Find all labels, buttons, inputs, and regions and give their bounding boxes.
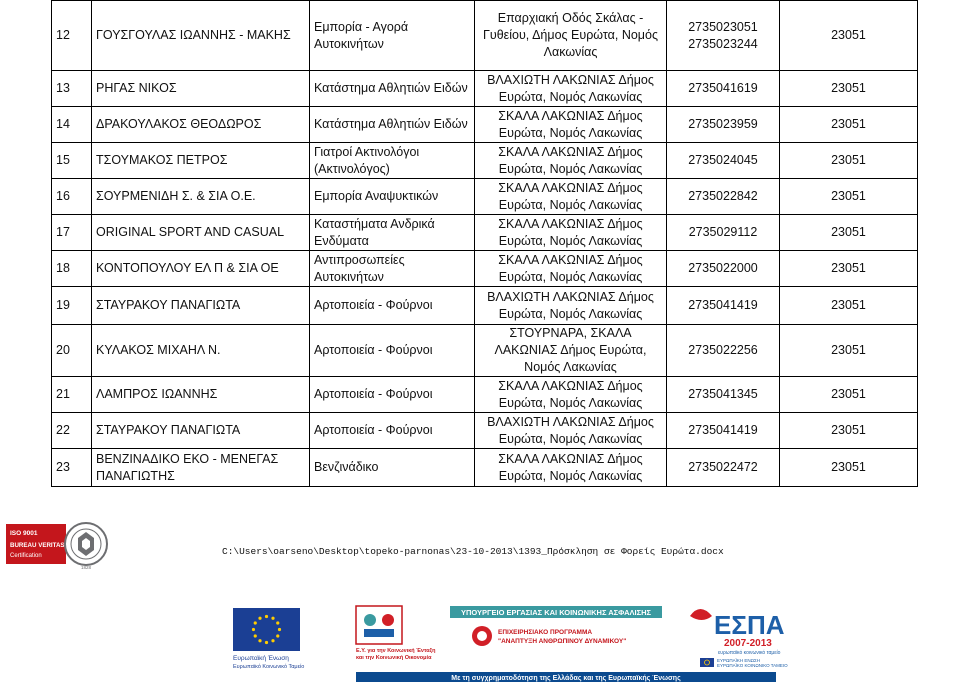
- cert-certification-label: Certification: [10, 553, 42, 559]
- row-business-name-text: ΚΟΝΤΟΠΟΥΛΟΥ ΕΛ Π & ΣΙΑ ΟΕ: [96, 261, 279, 275]
- row-activity-text: Αρτοποιεία - Φούρνοι: [314, 387, 433, 401]
- row-postal-code-text: 23051: [831, 343, 866, 357]
- social-inclusion-logo-icon: [356, 606, 402, 644]
- row-postal-code: [780, 143, 918, 179]
- row-activity-text: Εμπορία Αναψυκτικών: [314, 189, 439, 203]
- row-address-text: ΣΚΑΛΑ ΛΑΚΩΝΙΑΣ Δήμος Ευρώτα, Νομός Λακωνίας: [498, 180, 643, 212]
- row-postal-code: [780, 413, 918, 449]
- row-address-text: Επαρχιακή Οδός Σκάλας - Γυθείου, Δήμος Ευρώτα, Νομός Λακωνίας: [483, 11, 658, 59]
- row-address-text: ΣΚΑΛΑ ΛΑΚΩΝΙΑΣ Δήμος Ευρώτα, Νομός Λακωνίας: [498, 144, 643, 176]
- row-postal-code-text: 23051: [831, 189, 866, 203]
- row-postal-code-text: 23051: [831, 28, 866, 42]
- eu-star-icon: [265, 641, 268, 644]
- row-business-name: [92, 413, 310, 449]
- row-number-text: 18: [56, 261, 70, 275]
- row-number-text: 12: [56, 28, 70, 42]
- row-postal-code-text: 23051: [831, 153, 866, 167]
- table-row: [52, 71, 918, 107]
- eu-label: Ευρωπαϊκή Ένωση: [233, 655, 289, 662]
- eu-star-icon: [252, 628, 255, 631]
- row-activity-text: Αντιπροσωπείες Αυτοκινήτων: [314, 252, 405, 284]
- row-phone-text: 2735041419: [688, 423, 758, 437]
- row-number-text: 13: [56, 81, 70, 95]
- row-phone-text: 2735024045: [688, 153, 758, 167]
- row-postal-code-text: 23051: [831, 298, 866, 312]
- eu-star-icon: [276, 634, 279, 637]
- row-activity-text: Κατάστημα Αθλητιών Ειδών: [314, 81, 468, 95]
- espa-eu-flag-icon: [700, 658, 714, 667]
- seal-year: 1828: [80, 565, 92, 570]
- row-number: [52, 377, 92, 413]
- row-business-name: [92, 215, 310, 251]
- eu-star-icon: [278, 628, 281, 631]
- row-business-name-text: ΓΟΥΣΓΟΥΛΑΣ ΙΩΑΝΝΗΣ - ΜΑΚΗΣ: [96, 28, 291, 42]
- row-number: [52, 143, 92, 179]
- table-row: [52, 107, 918, 143]
- row-phone: [667, 251, 780, 287]
- row-address-text: ΣΚΑΛΑ ΛΑΚΩΝΙΑΣ Δήμος Ευρώτα, Νομός Λακωνίας: [498, 252, 643, 284]
- row-address-text: ΒΛΑΧΙΩΤΗ ΛΑΚΩΝΙΑΣ Δήμος Ευρώτα, Νομός Λακωνίας: [487, 289, 654, 321]
- row-business-name: [92, 325, 310, 377]
- row-business-name: [92, 107, 310, 143]
- row-phone: [667, 1, 780, 71]
- row-phone-text: 2735022256: [688, 343, 758, 357]
- row-activity: [310, 1, 475, 71]
- row-activity: [310, 215, 475, 251]
- row-activity-text: Εμπορία - Αγορά Αυτοκινήτων: [314, 19, 409, 51]
- row-postal-code: [780, 287, 918, 325]
- eu-flag-icon: [233, 608, 300, 651]
- row-phone: [667, 143, 780, 179]
- row-postal-code: [780, 377, 918, 413]
- row-business-name-text: ΣΤΑΥΡΑΚΟΥ ΠΑΝΑΓΙΩΤΑ: [96, 423, 241, 437]
- row-phone: [667, 377, 780, 413]
- row-postal-code: [780, 107, 918, 143]
- row-business-name: [92, 71, 310, 107]
- row-number: [52, 287, 92, 325]
- row-business-name: [92, 287, 310, 325]
- row-business-name: [92, 377, 310, 413]
- program-line2: "ΑΝΑΠΤΥΞΗ ΑΝΘΡΩΠΙΝΟΥ ΔΥΝΑΜΙΚΟΥ": [498, 638, 627, 645]
- table-row: [52, 449, 918, 487]
- row-phone: [667, 179, 780, 215]
- row-address-text: ΒΛΑΧΙΩΤΗ ΛΑΚΩΝΙΑΣ Δήμος Ευρώτα, Νομός Λακωνίας: [487, 72, 654, 104]
- row-phone: [667, 413, 780, 449]
- row-address-text: ΣΤΟΥΡΝΑΡΑ, ΣΚΑΛΑ ΛΑΚΩΝΙΑΣ Δήμος Ευρώτα, Νομός Λακωνίας: [494, 326, 647, 374]
- row-phone-text: 2735022842: [688, 189, 758, 203]
- row-postal-code-text: 23051: [831, 117, 866, 131]
- ministry-label: ΥΠΟΥΡΓΕΙΟ ΕΡΓΑΣΙΑΣ ΚΑΙ ΚΟΙΝΩΝΙΚΗΣ ΑΣΦΑΛΙΣΗΣ: [460, 608, 652, 617]
- row-number-text: 19: [56, 298, 70, 312]
- row-address: [475, 377, 667, 413]
- row-activity: [310, 251, 475, 287]
- row-postal-code: [780, 179, 918, 215]
- table-row: [52, 179, 918, 215]
- row-number-text: 21: [56, 387, 70, 401]
- eu-star-icon: [258, 639, 261, 642]
- cert-bureau-label: BUREAU VERITAS: [10, 542, 65, 549]
- row-address: [475, 143, 667, 179]
- row-postal-code: [780, 215, 918, 251]
- row-phone: [667, 215, 780, 251]
- row-business-name-text: ORIGINAL SPORT AND CASUAL: [96, 225, 285, 239]
- table-row: [52, 143, 918, 179]
- row-business-name-text: ΣΟΥΡΜΕΝΙΔΗ Σ. & ΣΙΑ Ο.Ε.: [96, 189, 256, 203]
- row-business-name: [92, 449, 310, 487]
- footer-file-path: C:\Users\oarseno\Desktop\topeko-parnonas\23-10-2013\1393_Πρόσκληση σε Φορείς Ευρώτα.docx: [222, 546, 724, 557]
- row-postal-code-text: 23051: [831, 225, 866, 239]
- row-postal-code-text: 23051: [831, 387, 866, 401]
- row-number-text: 17: [56, 225, 70, 239]
- row-address: [475, 287, 667, 325]
- bureau-veritas-certification-logo: [6, 516, 108, 572]
- espa-eu: ΕΥΡΩΠΑΪΚΗ ΕΝΩΣΗ: [717, 658, 761, 663]
- row-postal-code: [780, 1, 918, 71]
- row-business-name-text: ΚΥΛΑΚΟΣ ΜΙΧΑΗΛ Ν.: [96, 343, 221, 357]
- row-business-name: [92, 251, 310, 287]
- row-address: [475, 251, 667, 287]
- row-business-name: [92, 1, 310, 71]
- row-phone: [667, 107, 780, 143]
- table-row: [52, 413, 918, 449]
- row-business-name-text: ΡΗΓΑΣ ΝΙΚΟΣ: [96, 81, 177, 95]
- row-number-text: 20: [56, 343, 70, 357]
- eu-star-icon: [271, 639, 274, 642]
- table-row: [52, 287, 918, 325]
- row-address-text: ΣΚΑΛΑ ΛΑΚΩΝΙΑΣ Δήμος Ευρώτα, Νομός Λακωνίας: [498, 216, 643, 248]
- row-business-name-text: ΛΑΜΠΡΟΣ ΙΩΑΝΝΗΣ: [96, 387, 218, 401]
- row-number-text: 15: [56, 153, 70, 167]
- row-postal-code: [780, 71, 918, 107]
- row-postal-code-text: 23051: [831, 81, 866, 95]
- row-address: [475, 1, 667, 71]
- row-number: [52, 251, 92, 287]
- row-activity: [310, 143, 475, 179]
- cofinance-label: Με τη συγχρηματοδότηση της Ελλάδας και της Ευρωπαϊκής Ένωσης: [451, 675, 681, 682]
- table-row: [52, 215, 918, 251]
- row-activity: [310, 377, 475, 413]
- row-phone: [667, 325, 780, 377]
- row-phone-text: 2735029112: [688, 225, 758, 239]
- row-activity-text: Κατάστημα Αθλητιών Ειδών: [314, 117, 468, 131]
- row-phone: [667, 287, 780, 325]
- eu-star-icon: [258, 617, 261, 620]
- row-number: [52, 325, 92, 377]
- bureau-veritas-seal-icon: [65, 523, 107, 570]
- row-number: [52, 215, 92, 251]
- row-address: [475, 413, 667, 449]
- row-activity: [310, 179, 475, 215]
- row-phone: [667, 71, 780, 107]
- eu-star-icon: [254, 634, 257, 637]
- ey-line1: Ε.Υ. για την Κοινωνική Ένταξη: [356, 648, 436, 654]
- cert-iso-label: ISO 9001: [10, 530, 38, 537]
- row-address: [475, 215, 667, 251]
- row-activity: [310, 449, 475, 487]
- row-phone-text: 2735041619: [688, 81, 758, 95]
- row-activity: [310, 325, 475, 377]
- table-row: [52, 1, 918, 71]
- row-address: [475, 325, 667, 377]
- row-activity: [310, 71, 475, 107]
- row-postal-code: [780, 449, 918, 487]
- row-phone-text: 2735022472: [688, 460, 758, 474]
- row-postal-code-text: 23051: [831, 423, 866, 437]
- espa-sub: ευρωπαϊκό κοινωνικό ταμείο: [718, 650, 781, 656]
- row-activity-text: Αρτοποιεία - Φούρνοι: [314, 298, 433, 312]
- row-address: [475, 449, 667, 487]
- row-postal-code-text: 23051: [831, 261, 866, 275]
- row-activity-text: Βενζινάδικο: [314, 460, 379, 474]
- row-postal-code: [780, 251, 918, 287]
- row-activity: [310, 107, 475, 143]
- row-postal-code: [780, 325, 918, 377]
- row-phone-text: 2735041419: [688, 298, 758, 312]
- row-number-text: 22: [56, 423, 70, 437]
- row-business-name: [92, 179, 310, 215]
- row-activity-text: Γιατροί Ακτινολόγοι (Ακτινολόγος): [314, 144, 420, 176]
- row-phone-text: 2735023959: [688, 117, 758, 131]
- row-activity-text: Αρτοποιεία - Φούρνοι: [314, 423, 433, 437]
- row-phone-text: 2735041345: [688, 387, 758, 401]
- espa-logo-icon: [690, 609, 712, 620]
- espa-years: 2007-2013: [724, 638, 772, 649]
- row-business-name-text: ΤΣΟΥΜΑΚΟΣ ΠΕΤΡΟΣ: [96, 153, 228, 167]
- program-logo-icon: [472, 626, 492, 646]
- row-phone-text: 2735023051 2735023244: [688, 19, 758, 51]
- row-number: [52, 1, 92, 71]
- row-number-text: 16: [56, 189, 70, 203]
- ey-line2: και την Κοινωνική Οικονομία: [356, 655, 432, 661]
- row-activity-text: Αρτοποιεία - Φούρνοι: [314, 343, 433, 357]
- row-address-text: ΣΚΑΛΑ ΛΑΚΩΝΙΑΣ Δήμος Ευρώτα, Νομός Λακωνίας: [498, 108, 643, 140]
- eu-star-icon: [276, 621, 279, 624]
- row-number: [52, 179, 92, 215]
- espa-label: ΕΣΠΑ: [714, 610, 785, 640]
- row-postal-code-text: 23051: [831, 460, 866, 474]
- eu-star-icon: [271, 617, 274, 620]
- row-business-name-text: ΔΡΑΚΟΥΛΑΚΟΣ ΘΕΟΔΩΡΟΣ: [96, 117, 262, 131]
- row-activity: [310, 287, 475, 325]
- row-address-text: ΣΚΑΛΑ ΛΑΚΩΝΙΑΣ Δήμος Ευρώτα, Νομός Λακωνίας: [498, 378, 643, 410]
- row-business-name-text: ΣΤΑΥΡΑΚΟΥ ΠΑΝΑΓΙΩΤΑ: [96, 298, 241, 312]
- row-number-text: 14: [56, 117, 70, 131]
- eu-fund-label: Ευρωπαϊκό Κοινωνικό Ταμείο: [233, 664, 305, 670]
- program-line1: ΕΠΙΧΕΙΡΗΣΙΑΚΟ ΠΡΟΓΡΑΜΜΑ: [498, 629, 593, 636]
- row-activity-text: Καταστήματα Ανδρικά Ενδύματα: [314, 216, 435, 248]
- row-address: [475, 71, 667, 107]
- row-phone: [667, 449, 780, 487]
- table-body: [52, 1, 918, 487]
- row-number-text: 23: [56, 460, 70, 474]
- row-phone-text: 2735022000: [688, 261, 758, 275]
- row-activity: [310, 413, 475, 449]
- table-row: [52, 251, 918, 287]
- table-row: [52, 377, 918, 413]
- row-number: [52, 107, 92, 143]
- row-business-name-text: ΒΕΝΖΙΝΑΔΙΚΟ ΕΚΟ - ΜΕΝΕΓΑΣ ΠΑΝΑΓΙΩΤΗΣ: [96, 451, 279, 483]
- business-table: [51, 0, 918, 487]
- row-address: [475, 179, 667, 215]
- espa-fund: ΕΥΡΩΠΑΪΚΟ ΚΟΙΝΩΝΙΚΟ ΤΑΜΕΙΟ: [717, 663, 788, 668]
- row-address-text: ΒΛΑΧΙΩΤΗ ΛΑΚΩΝΙΑΣ Δήμος Ευρώτα, Νομός Λακωνίας: [487, 414, 654, 446]
- eu-star-icon: [265, 615, 268, 618]
- sponsor-logos-strip: [0, 598, 960, 683]
- row-number: [52, 449, 92, 487]
- table-row: [52, 325, 918, 377]
- row-number: [52, 413, 92, 449]
- row-business-name: [92, 143, 310, 179]
- row-address-text: ΣΚΑΛΑ ΛΑΚΩΝΙΑΣ Δήμος Ευρώτα, Νομός Λακωνίας: [498, 451, 643, 483]
- eu-star-icon: [254, 621, 257, 624]
- row-number: [52, 71, 92, 107]
- row-address: [475, 107, 667, 143]
